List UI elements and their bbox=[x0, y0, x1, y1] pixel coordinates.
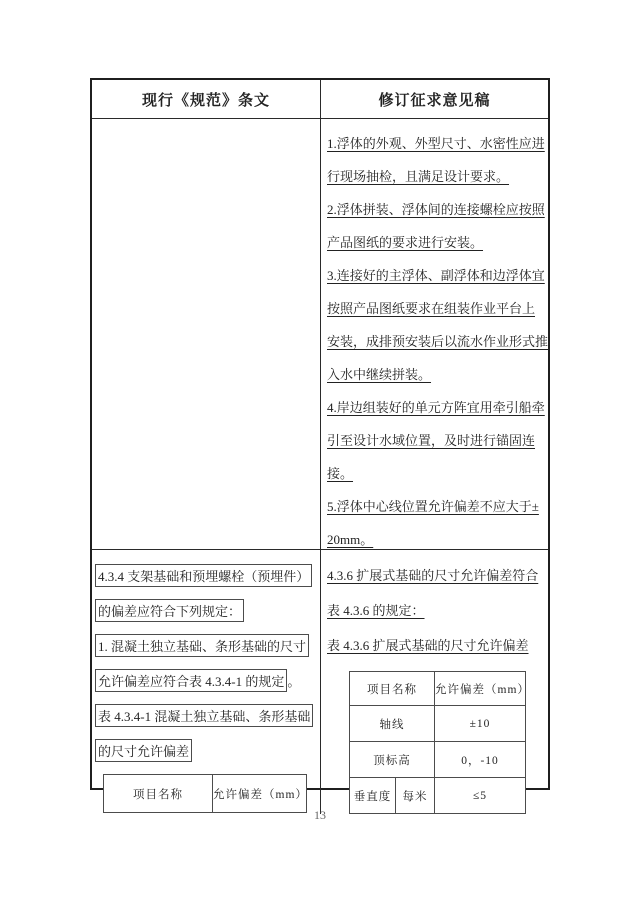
cell-value: 0，-10 bbox=[461, 754, 499, 767]
current-text-line: 的尺寸允许偏差 bbox=[95, 733, 318, 768]
revision-text-line: 表 4.3.6 的规定： bbox=[327, 603, 425, 618]
row2-revision-cell bbox=[321, 550, 548, 814]
current-text-line: 允许偏差应符合表 4.3.4-1 的规定 。 bbox=[95, 663, 318, 698]
revision-text-line: 5.浮体中心线位置允许偏差不应大于± bbox=[327, 499, 539, 514]
revision-text-line: 产品图纸的要求进行安装。 bbox=[327, 235, 484, 250]
current-text-line: 1. 混凝土独立基础、条形基础的尺寸 bbox=[95, 628, 318, 663]
revision-text-line: 3.连接好的主浮体、副浮体和边浮体宜 bbox=[327, 268, 545, 283]
col-header-allowed-deviation: 允许偏差（mm） bbox=[213, 788, 308, 801]
cell-value: ±10 bbox=[469, 717, 491, 730]
table-row-axis bbox=[350, 705, 525, 741]
current-text-line: 的偏差应符合下列规定： bbox=[95, 593, 318, 628]
revision-text-line: 行现场抽检，且满足设计要求。 bbox=[327, 169, 510, 184]
revision-text-line: 入水中继续拼装。 bbox=[327, 367, 432, 382]
row1-current-cell-empty bbox=[92, 119, 321, 549]
revision-text-line: 20mm。 bbox=[327, 532, 374, 547]
line-suffix: 。 bbox=[287, 674, 301, 689]
table-4-3-4-1-header-row bbox=[104, 775, 306, 812]
table-row-2 bbox=[92, 550, 548, 814]
page-number: 13 bbox=[314, 808, 326, 822]
cell-item-name: 垂直度 bbox=[350, 778, 396, 813]
cell-item-name: 轴线 bbox=[350, 706, 435, 741]
col-header-item-name: 项目名称 bbox=[350, 672, 435, 705]
revision-text-line: 4.3.6 扩展式基础的尺寸允许偏差符合 bbox=[327, 568, 539, 583]
cell-value: ≤5 bbox=[472, 789, 488, 802]
revision-text-line: 安装，成排预安装后以流水作业形式推 bbox=[327, 334, 549, 349]
table-4-3-6 bbox=[349, 671, 530, 814]
current-text-line: 表 4.3.4-1 混凝土独立基础、条形基础 bbox=[95, 698, 318, 733]
comparison-table bbox=[90, 78, 550, 803]
revision-text-line: 引至设计水域位置，及时进行锚固连 bbox=[327, 433, 536, 448]
col-header-item-name: 项目名称 bbox=[104, 775, 213, 812]
current-text-line: 4.3.4 支架基础和预埋螺栓（预埋件） bbox=[95, 558, 318, 593]
table-row-1 bbox=[92, 119, 548, 550]
row1-revision-cell bbox=[321, 119, 550, 549]
cell-item-sub: 每米 bbox=[402, 790, 428, 803]
revision-text-line: 2.浮体拼装、浮体间的连接螺栓应按照 bbox=[327, 202, 545, 217]
header-current-spec: 现行《规范》条文 bbox=[92, 80, 321, 118]
table-header-row bbox=[92, 80, 548, 119]
header-revision-draft: 修订征求意见稿 bbox=[378, 92, 491, 109]
table-4-3-6-header-row bbox=[350, 672, 530, 705]
row2-current-cell bbox=[92, 550, 321, 814]
cell-item-name: 顶标高 bbox=[350, 742, 435, 777]
table-row-top-elevation bbox=[350, 741, 525, 777]
revision-text-line: 1.浮体的外观、外型尺寸、水密性应进 bbox=[327, 136, 545, 151]
revision-text-line: 4.岸边组装好的单元方阵宜用牵引船牵 bbox=[327, 400, 545, 415]
revision-text-line: 按照产品图纸要求在组装作业平台上 bbox=[327, 301, 536, 316]
revision-table-caption: 表 4.3.6 扩展式基础的尺寸允许偏差 bbox=[327, 638, 529, 653]
revision-text-line: 接。 bbox=[327, 466, 354, 481]
col-header-allowed-deviation: 允许偏差（mm） bbox=[435, 683, 530, 696]
